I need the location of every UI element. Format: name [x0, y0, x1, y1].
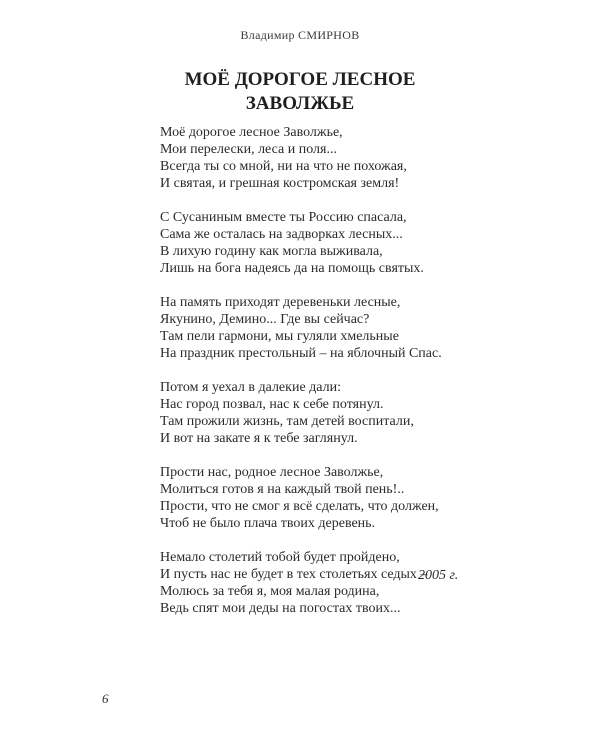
poem-line: Там прожили жизнь, там детей воспитали, [160, 414, 414, 429]
poem-line: Там пели гармони, мы гуляли хмельные [160, 329, 399, 344]
page-number: 6 [102, 691, 109, 706]
poem-line: Немало столетий тобой будет пройдено, [160, 550, 400, 565]
poem-line: И пусть нас не будет в тех столетьях седых – [160, 567, 428, 582]
running-header-author: Владимир СМИРНОВ [240, 28, 360, 42]
poem-line: Прости нас, родное лесное Заволжье, [160, 465, 384, 480]
poem-line: Якунино, Демино... Где вы сейчас? [160, 312, 370, 327]
poem-title-line-2: ЗАВОЛЖЬЕ [245, 93, 355, 114]
poem-line: На память приходят деревеньки лесные, [160, 295, 401, 310]
poem-line: И вот на закате я к тебе заглянул. [160, 431, 358, 446]
poem-line: Молиться готов я на каждый твой пень!.. [160, 482, 405, 497]
stanza-4 [160, 379, 490, 447]
stanza-5 [160, 464, 490, 532]
poem-line: Лишь на бога надеясь да на помощь святых. [160, 261, 424, 276]
poem-line: Чтоб не было плача твоих деревень. [160, 516, 376, 531]
stanza-1 [160, 124, 490, 192]
poem-line: Прости, что не смог я всё сделать, что должен, [160, 499, 439, 514]
poem-title [0, 68, 600, 116]
stanza-2 [160, 209, 490, 277]
poem-line: Нас город позвал, нас к себе потянул. [160, 397, 384, 412]
poem-line: Всегда ты со мной, ни на что не похожая, [160, 159, 407, 174]
poem-line: Молюсь за тебя я, моя малая родина, [160, 584, 380, 599]
poem-body [160, 124, 490, 634]
poem-line: Мои перелески, леса и поля... [160, 142, 337, 157]
poem-date: 2005 г. [418, 568, 459, 583]
poem-line: Сама же осталась на задворках лесных... [160, 227, 403, 242]
poem-line: Потом я уехал в далекие дали: [160, 380, 341, 395]
poem-line: Моё дорогое лесное Заволжье, [160, 125, 343, 140]
stanza-3 [160, 294, 490, 362]
poem-line: И святая, и грешная костромская земля! [160, 176, 400, 191]
poem-line: С Сусаниным вместе ты Россию спасала, [160, 210, 407, 225]
poem-line: Ведь спят мои деды на погостах твоих... [160, 601, 401, 616]
poem-title-line-1: МОЁ ДОРОГОЕ ЛЕСНОЕ [184, 69, 416, 90]
poem-line: В лихую годину как могла выживала, [160, 244, 383, 259]
poem-line: На праздник престольный – на яблочный Спас. [160, 346, 442, 361]
